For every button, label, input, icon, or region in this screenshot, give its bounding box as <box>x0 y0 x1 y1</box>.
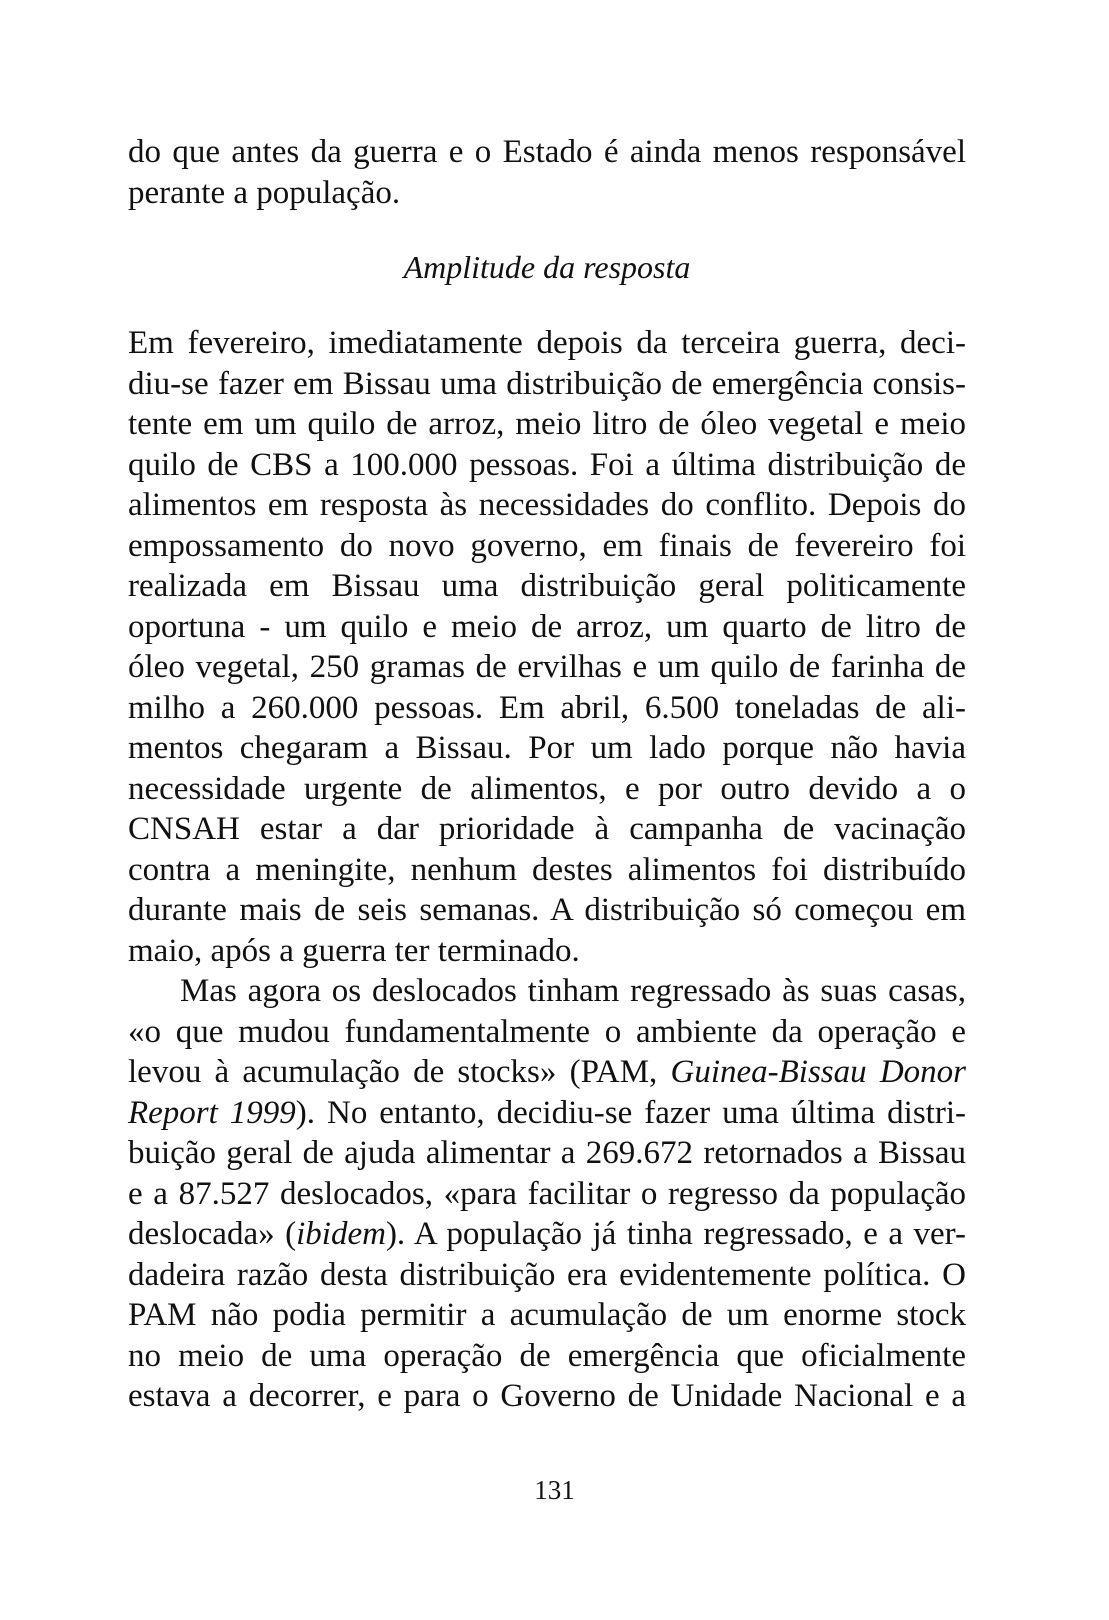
text-line: maio, após a guerra ter terminado. <box>128 932 580 969</box>
text-line: Em fevereiro, imediatamente depois da terceira guerra, deci- <box>128 325 966 361</box>
text-line: Mas agora os deslocados tinham regressado às suas casas, <box>180 973 966 1009</box>
text-line: e a 87.527 deslocados, «para facilitar o regresso da população <box>128 1175 966 1212</box>
text-line: tente em um quilo de arroz, meio litro de óleo vegetal e meio <box>128 406 966 442</box>
text-line: «o que mudou fundamentalmente o ambiente da operação e <box>128 1013 966 1050</box>
citation-title: Report 1999 <box>128 1094 296 1131</box>
text-line <box>128 1214 966 1255</box>
text-line: do que antes da guerra e o Estado é ainda menos responsável <box>128 134 966 170</box>
spacer <box>128 213 966 247</box>
text-line: milho a 260.000 pessoas. Em abril, 6.500 toneladas de ali- <box>128 689 966 726</box>
text-line: durante mais de seis semanas. A distribuição só começou em <box>128 892 966 928</box>
text-fragment: ). A população já tinha regressado, e a ver- <box>385 1216 966 1252</box>
citation-ibidem: ibidem <box>296 1216 386 1252</box>
page-number: 131 <box>534 1475 575 1505</box>
text-line <box>128 1052 966 1093</box>
book-page-text <box>128 132 966 1417</box>
section-heading: Amplitude da resposta <box>403 249 691 285</box>
text-line: empossamento do novo governo, em finais de fevereiro foi <box>128 527 966 564</box>
text-line: óleo vegetal, 250 gramas de ervilhas e um quilo de farinha de <box>128 649 966 685</box>
text-line: necessidade urgente de alimentos, e por outro devido a o <box>128 770 966 807</box>
paragraph-2 <box>128 971 966 1417</box>
text-line: realizada em Bissau uma distribuição geral politicamente <box>128 568 966 604</box>
text-line: buição geral de ajuda alimentar a 269.672 retornados a Bissau <box>128 1135 966 1171</box>
text-line: oportuna - um quilo e meio de arroz, um quarto de litro de <box>128 608 966 645</box>
text-fragment: ). No entanto, decidiu-se fazer uma última distri- <box>295 1094 966 1131</box>
text-line: alimentos em resposta às necessidades do conflito. Depois do <box>128 487 966 523</box>
text-line: PAM não podia permitir a acumulação de um enorme stock <box>128 1297 966 1333</box>
text-fragment: deslocada» ( <box>128 1216 297 1252</box>
paragraph-1 <box>128 323 966 971</box>
text-line: dadeira razão desta distribuição era evidentemente política. O <box>128 1256 966 1293</box>
text-line: no meio de uma operação de emergência que oficialmente <box>128 1337 966 1374</box>
text-line: contra a meningite, nenhum destes alimentos foi distribuído <box>128 851 966 888</box>
text-line <box>128 1093 966 1134</box>
spacer <box>128 287 966 323</box>
text-line: estava a decorrer, e para o Governo de Unidade Nacional e a <box>128 1378 966 1414</box>
citation-title: Guinea-Bissau Donor <box>670 1054 966 1090</box>
text-line: quilo de CBS a 100.000 pessoas. Foi a última distribuição de <box>128 446 966 483</box>
text-line: perante a população. <box>128 174 401 211</box>
text-fragment: levou à acumulação de stocks» (PAM, <box>128 1054 671 1090</box>
text-line: CNSAH estar a dar prioridade à campanha de vacinação <box>128 811 966 847</box>
text-line: diu-se fazer em Bissau uma distribuição de emergência consis- <box>128 365 966 402</box>
text-line: mentos chegaram a Bissau. Por um lado porque não havia <box>128 730 966 766</box>
